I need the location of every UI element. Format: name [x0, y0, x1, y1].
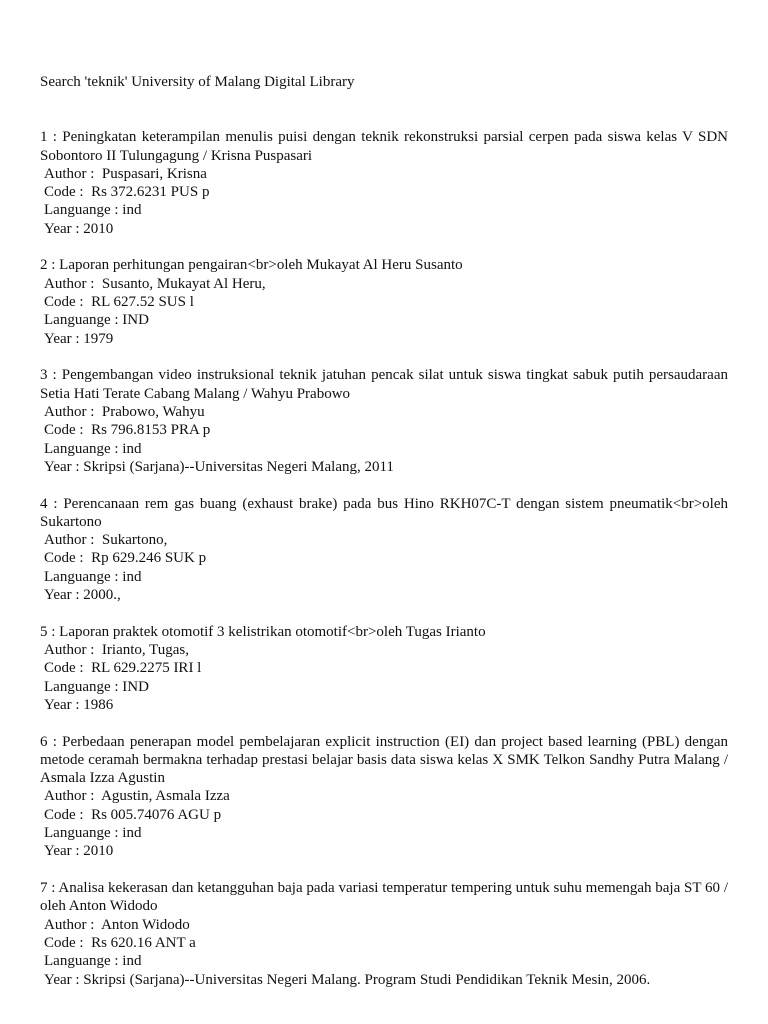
record-title: 5 : Laporan praktek otomotif 3 kelistrikan otomotif<br>oleh Tugas Irianto	[40, 623, 486, 640]
record-language: Languange : ind	[44, 825, 142, 842]
record-author: Author : Irianto, Tugas,	[44, 641, 190, 658]
record-year: Year : Skripsi (Sarjana)--Universitas Negeri Malang. Program Studi Pendidikan Teknik Mesin, 2006.	[44, 971, 651, 988]
record-title: 4 : Perencanaan rem gas buang (exhaust brake) pada bus Hino RKH07C-T dengan sistem pneumatik<br>oleh Sukartono	[40, 495, 728, 530]
record-code: Code : Rs 005.74076 AGU p	[44, 806, 222, 823]
record-7	[40, 879, 728, 989]
record-code: Code : Rp 629.246 SUK p	[44, 550, 207, 567]
record-title: 3 : Pengembangan video instruksional teknik jatuhan pencak silat untuk siswa tingkat sabuk putih persaudaraan Setia Hati Terate Cabang Malang / Wahyu Prabowo	[40, 367, 728, 402]
record-language: Languange : ind	[44, 953, 142, 970]
record-code: Code : Rs 372.6231 PUS p	[44, 184, 210, 201]
record-title: 7 : Analisa kekerasan dan ketangguhan baja pada variasi temperatur tempering untuk suhu memengah baja ST 60 / oleh Anton Widodo	[40, 880, 728, 915]
record-code: Code : RL 629.2275 IRI l	[44, 660, 202, 677]
record-author: Author : Susanto, Mukayat Al Heru,	[44, 275, 266, 292]
record-author: Author : Prabowo, Wahyu	[44, 403, 205, 420]
record-code: Code : Rs 796.8153 PRA p	[44, 422, 211, 439]
record-6	[40, 733, 728, 861]
record-title: 6 : Perbedaan penerapan model pembelajaran explicit instruction (EI) dan project based learning (PBL) dengan metode ceramah bermakna terhadap prestasi belajar basis data siswa kelas X SMK Telkon Sandhy Putra Malang / Asmala Izza Agustin	[40, 733, 728, 787]
record-language: Languange : ind	[44, 568, 142, 585]
record-year: Year : 1979	[44, 330, 114, 347]
record-title: 1 : Peningkatan keterampilan menulis puisi dengan teknik rekonstruksi parsial cerpen pada siswa kelas V SDN Sobontoro II Tulungagung / Krisna Puspasari	[40, 129, 728, 164]
record-year: Year : Skripsi (Sarjana)--Universitas Negeri Malang, 2011	[44, 458, 394, 475]
record-language: Languange : IND	[44, 312, 149, 329]
document-page	[40, 73, 728, 1007]
record-code: Code : RL 627.52 SUS l	[44, 294, 194, 311]
record-code: Code : Rs 620.16 ANT a	[44, 934, 196, 951]
record-language: Languange : ind	[44, 202, 142, 219]
record-year: Year : 1986	[44, 696, 114, 713]
record-4	[40, 495, 728, 605]
record-author: Author : Puspasari, Krisna	[44, 165, 207, 182]
record-language: Languange : ind	[44, 440, 142, 457]
record-year: Year : 2000.,	[44, 587, 121, 603]
record-3	[40, 366, 728, 476]
record-author: Author : Agustin, Asmala Izza	[44, 788, 230, 805]
record-author: Author : Anton Widodo	[44, 916, 190, 933]
page-title: Search 'teknik' University of Malang Digital Library	[40, 74, 355, 90]
record-year: Year : 2010	[44, 220, 114, 237]
record-5	[40, 623, 728, 714]
record-title: 2 : Laporan perhitungan pengairan<br>oleh Mukayat Al Heru Susanto	[40, 257, 463, 274]
record-author: Author : Sukartono,	[44, 532, 168, 549]
record-2	[40, 256, 728, 347]
record-1	[40, 128, 728, 238]
record-language: Languange : IND	[44, 678, 149, 695]
record-year: Year : 2010	[44, 843, 114, 860]
